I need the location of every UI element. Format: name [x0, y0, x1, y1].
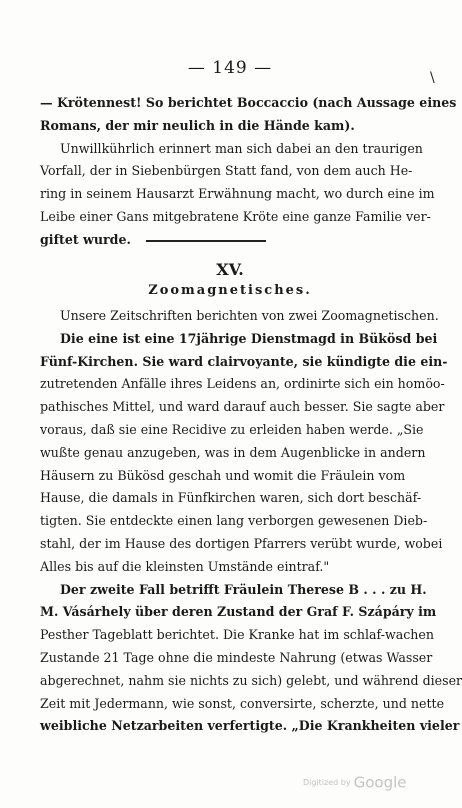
text-line: ring in seinem Hausarzt Erwähnung macht, wo durch eine im	[40, 186, 435, 202]
text-line: zutretenden Anfälle ihres Leidens an, ordinirte sich ein homöo-	[40, 376, 445, 392]
text-line: Romans, der mir neulich in die Hände kam).	[40, 117, 355, 133]
text-line: Fünf-Kirchen. Sie ward clairvoyante, sie kündigte die ein-	[40, 353, 448, 369]
text-line: weibliche Netzarbeiten verfertigte. „Die Krankheiten vieler	[40, 718, 460, 734]
text-line: Die eine ist eine 17jährige Dienstmagd in Bükösd bei	[60, 330, 438, 346]
text-line: Der zweite Fall betrifft Fräulein Therese B . . . zu H.	[60, 581, 427, 597]
text-line: voraus, daß sie eine Recidive zu erleiden haben werde. „Sie	[40, 421, 424, 437]
text-line: — Krötennest! So berichtet Boccaccio (nach Aussage eines	[40, 95, 457, 110]
text-line: Zustande 21 Tage ohne die mindeste Nahrung (etwas Wasser	[40, 649, 433, 665]
text-line: Alles bis auf die kleinsten Umstände eintraf."	[40, 558, 330, 574]
text-line: Zeit mit Jedermann, wie sonst, conversirte, scherzte, und nette	[40, 695, 445, 711]
text-line: wußte genau anzugeben, was in dem Augenblicke in andern	[40, 444, 426, 460]
text-line: Unsere Zeitschriften berichten von zwei Zoomagnetischen.	[60, 308, 439, 323]
section-divider	[146, 240, 266, 242]
section-title: Zoomagnetisches.	[148, 283, 312, 298]
text-line: pathisches Mittel, und ward darauf auch besser. Sie sagte aber	[40, 399, 445, 415]
page-number: — 149 —	[187, 58, 273, 78]
section-number: XV.	[216, 260, 244, 279]
google-watermark	[303, 772, 407, 792]
text-line: Hause, die damals in Fünfkirchen waren, sich dort beschäf-	[40, 490, 422, 506]
text-block-main	[40, 305, 462, 738]
text-line: Pesther Tageblatt berichtet. Die Kranke hat im schlaf-wachen	[40, 627, 434, 643]
text-line: tigten. Sie entdeckte einen lang verborgen gewesenen Dieb-	[40, 513, 428, 529]
text-line: Vorfall, der in Siebenbürgen Statt fand, von dem auch He-	[40, 163, 413, 179]
stray-mark: \	[430, 70, 435, 86]
google-logo: Google	[353, 773, 407, 792]
text-block-top	[40, 92, 457, 252]
text-line: abgerechnet, nahm sie nichts zu sich) gelebt, und während dieser	[40, 672, 462, 688]
text-line: stahl, der im Hause des dortigen Pfarrers verübt wurde, wobei	[40, 535, 443, 551]
text-line: Häusern zu Bükösd geschah und womit die Fräulein vom	[40, 467, 406, 483]
text-line: Unwillkührlich erinnert man sich dabei an den traurigen	[60, 140, 423, 156]
watermark-prefix: Digitized by	[303, 778, 351, 787]
text-line: Leibe einer Gans mitgebratene Kröte eine ganze Familie ver-	[40, 208, 431, 224]
text-line: M. Vásárhely über deren Zustand der Graf F. Szápáry im	[40, 604, 437, 620]
text-line: giftet wurde.	[40, 231, 131, 247]
